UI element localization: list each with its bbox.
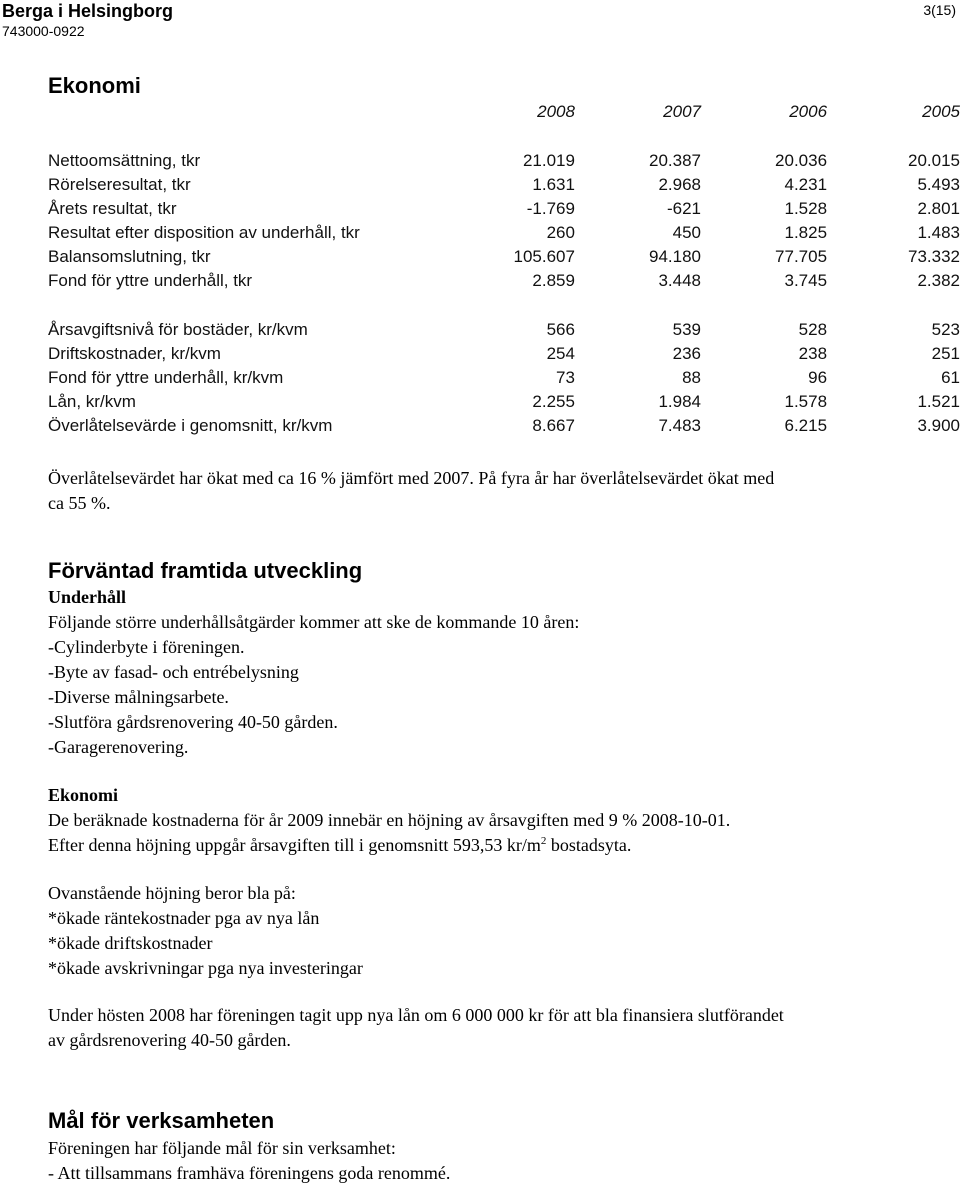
reason-item: *ökade räntekostnader pga av nya lån (48, 908, 320, 928)
row-value: 2.859 (532, 271, 575, 290)
new-loan-paragraph (48, 1003, 948, 1053)
spacer-row (48, 293, 960, 318)
goals-heading: Mål för verksamheten (48, 1108, 275, 1133)
row-value: 2.801 (917, 199, 960, 218)
row-value: 236 (672, 344, 701, 363)
row-value: 1.631 (532, 175, 575, 194)
row-value: 88 (682, 368, 701, 387)
maintenance-section (48, 585, 948, 760)
row-value: 6.215 (784, 416, 828, 435)
goals-section (48, 1136, 948, 1186)
row-value: 73.332 (908, 247, 960, 266)
row-value: 3.448 (658, 271, 701, 290)
row-label: Lån, kr/kvm (48, 392, 136, 411)
expected-development-heading: Förväntad framtida utveckling (48, 558, 363, 583)
row-value: 73 (556, 368, 575, 387)
table-row (48, 197, 960, 221)
row-value: 260 (546, 223, 575, 242)
table-row (48, 173, 960, 197)
row-value: 2.968 (658, 175, 701, 194)
table-row (48, 149, 960, 173)
row-label: Årsavgiftsnivå för bostäder, kr/kvm (48, 320, 308, 339)
row-value: 21.019 (522, 151, 575, 170)
row-value: 105.607 (513, 247, 575, 266)
row-value: 20.387 (649, 151, 701, 170)
row-label: Resultat efter disposition av underhåll, tkr (48, 223, 360, 242)
row-value: 1.521 (917, 392, 960, 411)
row-value: 3.900 (917, 416, 960, 435)
row-value: 94.180 (649, 247, 701, 266)
table-row (48, 318, 960, 342)
page-number: 3(15) (923, 2, 956, 18)
table-row (48, 366, 960, 390)
row-value: 5.493 (917, 175, 960, 194)
row-label: Fond för yttre underhåll, tkr (48, 271, 253, 290)
year-header-row (48, 99, 960, 125)
row-label: Nettoomsättning, tkr (48, 151, 201, 170)
organization-name: Berga i Helsingborg (2, 1, 174, 21)
reason-item: *ökade avskrivningar pga nya investeringar (48, 958, 363, 978)
row-value: 2.382 (917, 271, 960, 290)
row-value: 539 (672, 320, 701, 339)
row-label: Rörelseresultat, tkr (48, 175, 191, 194)
organization-number: 743000-0922 (2, 23, 85, 39)
table-row (48, 269, 960, 293)
table-row (48, 390, 960, 414)
row-value: 528 (798, 320, 828, 339)
reason-item: *ökade driftskostnader (48, 933, 213, 953)
table-row (48, 245, 960, 269)
table-row (48, 342, 960, 366)
spacer-row (48, 125, 960, 149)
year-header: 2005 (922, 102, 960, 121)
year-header: 2007 (663, 102, 701, 121)
row-value: 450 (672, 223, 701, 242)
row-value: 96 (808, 368, 828, 387)
row-label: Driftskostnader, kr/kvm (48, 344, 221, 363)
row-value: 77.705 (775, 247, 828, 266)
loan-line: av gårdsrenovering 40-50 gården. (48, 1030, 291, 1050)
maintenance-item: -Garagerenovering. (48, 737, 189, 757)
transfer-value-note (48, 466, 948, 516)
row-value: 20.015 (908, 151, 960, 170)
maintenance-intro: Följande större underhållsåtgärder kommer att ske de kommande 10 åren: (48, 612, 580, 632)
reasons-intro: Ovanstående höjning beror bla på: (48, 883, 296, 903)
table-row (48, 221, 960, 245)
year-header: 2008 (537, 102, 575, 121)
key-figures-table (48, 99, 960, 438)
row-value: -1.769 (526, 199, 575, 218)
row-value: 61 (941, 368, 960, 387)
economy-forecast-heading: Ekonomi (48, 785, 119, 805)
row-value: 1.483 (917, 223, 960, 242)
row-label: Årets resultat, tkr (48, 199, 177, 218)
row-label: Balansomslutning, tkr (48, 247, 211, 266)
goals-intro: Föreningen har följande mål för sin verksamhet: (48, 1138, 396, 1158)
row-label: Fond för yttre underhåll, kr/kvm (48, 368, 284, 387)
row-value: 1.528 (784, 199, 828, 218)
increase-reasons-section (48, 881, 948, 981)
row-value: 238 (798, 344, 828, 363)
row-value: 251 (931, 344, 960, 363)
row-value: 523 (931, 320, 960, 339)
row-value: 1.825 (784, 223, 828, 242)
row-value: -621 (666, 199, 701, 218)
year-header: 2006 (789, 102, 828, 121)
maintenance-item: -Byte av fasad- och entrébelysning (48, 662, 299, 682)
row-value: 1.984 (658, 392, 701, 411)
row-value: 566 (546, 320, 575, 339)
row-value: 254 (546, 344, 575, 363)
row-value: 4.231 (784, 175, 828, 194)
goals-item: - Att tillsammans framhäva föreningens goda renommé. (48, 1163, 451, 1183)
row-value: 7.483 (658, 416, 701, 435)
ekonomi-heading: Ekonomi (48, 73, 141, 98)
row-label: Överlåtelsevärde i genomsnitt, kr/kvm (48, 416, 333, 435)
row-value: 20.036 (775, 151, 828, 170)
economy-forecast-section (48, 783, 948, 858)
loan-line: Under hösten 2008 har föreningen tagit upp nya lån om 6 000 000 kr för att bla finansiera slutförandet (48, 1005, 784, 1025)
maintenance-item: -Diverse målningsarbete. (48, 687, 229, 707)
maintenance-item: -Slutföra gårdsrenovering 40-50 gården. (48, 712, 338, 732)
note-line: ca 55 %. (48, 493, 111, 513)
fee-increase-line: De beräknade kostnaderna för år 2009 innebär en höjning av årsavgiften med 9 % 2008-10-01. (48, 810, 731, 830)
fee-average-line: Efter denna höjning uppgår årsavgiften till i genomsnitt 593,53 $kr/m^2$ bostadsyta. (48, 835, 632, 855)
note-line: Överlåtelsevärdet har ökat med ca 16 % jämfört med 2007. På fyra år har överlåtelsevärdet ökat med (48, 468, 775, 488)
row-value: 1.578 (784, 392, 828, 411)
row-value: 8.667 (532, 416, 575, 435)
row-value: 3.745 (784, 271, 828, 290)
maintenance-item: -Cylinderbyte i föreningen. (48, 637, 245, 657)
maintenance-heading: Underhåll (48, 587, 127, 607)
table-row (48, 414, 960, 438)
row-value: 2.255 (532, 392, 575, 411)
